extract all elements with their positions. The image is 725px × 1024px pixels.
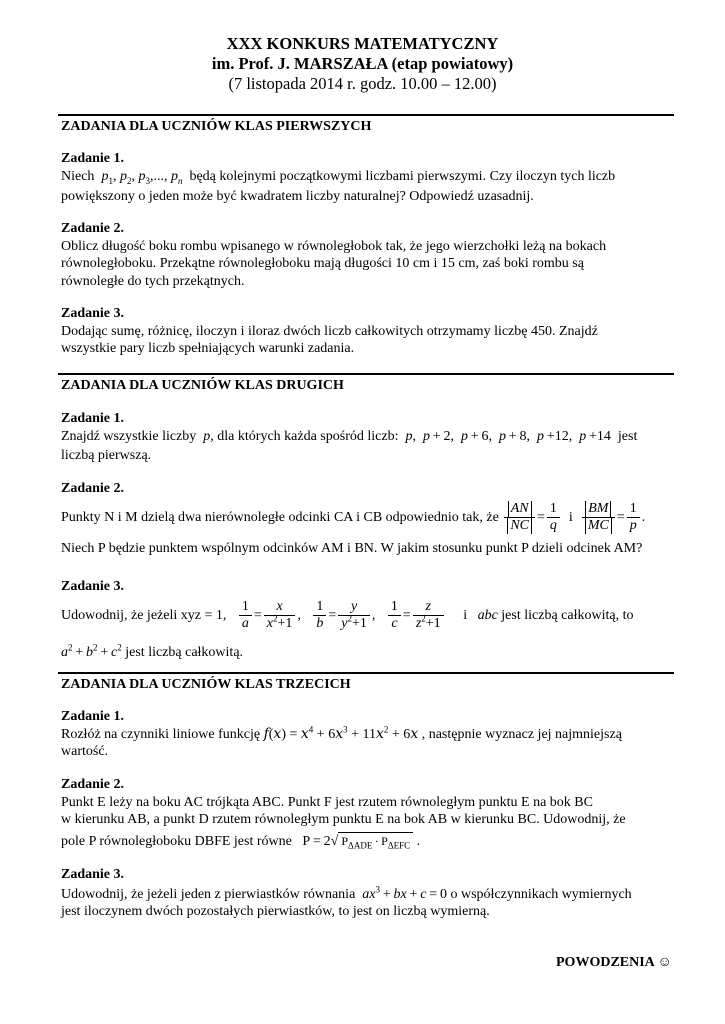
task-1-2 [61,220,673,290]
task-label: Zadanie 2. [61,221,125,236]
task-text: Dodając sumę, różnicę, iloczyn i iloraz dwóch liczb całkowitych otrzymamy liczbę 450. Znajdź [61,323,598,339]
task-text: Oblicz długość boku rombu wpisanego w równoległobok tak, że jego wierzchołki leżą na bokach [61,238,607,254]
task-text: powiększony o jeden może być kwadratem liczby naturalnej? Odpowiedź uzasadnij. [61,189,534,204]
task-label: Zadanie 3. [61,579,125,594]
header [0,34,725,94]
task-text: pole P równoległoboku DBFE jest równe P = 2√ $P_{\Delta ADE} \cdot P_{\Delta EFC}$ . [61,833,421,850]
ratio-an-nc: $\frac{AN}{NC}$ [504,501,535,534]
task-text: Punkty N i M dzielą dwa nierównoległe odcinki CA i CB odpowiednio tak, że $\frac{AN}{NC}$ = $\frac{1}{q}$ i $\frac{BM}{MC}$ = $\frac{1}{p}$ . [61,500,646,533]
section-divider [58,672,674,674]
section-title-second: ZADANIA DLA UCZNIÓW KLAS DRUGICH [61,378,344,393]
task-2-3 [61,578,673,661]
header-date: (7 listopada 2014 r. godz. 10.00 – 12.00) [228,74,497,93]
task-3-3 [61,866,673,921]
task-text: Punkt E leży na boku AC trójkąta ABC. Punkt F jest rzutem równoległym punktu E na bok BC [61,794,593,810]
task-text: wszystkie pary liczb spełniających warunki zadania. [61,341,355,356]
task-label: Zadanie 3. [61,867,125,882]
task-text: równoległe do tych przekątnych. [61,273,245,289]
section-title-first: ZADANIA DLA UCZNIÓW KLAS PIERWSZYCH [61,119,372,134]
task-text: Znajdź wszystkie liczby p, dla których każda spośród liczb: p, p + 2, p + 6, p + 8, p +12, p +14 jest [61,428,638,444]
header-title: XXX KONKURS MATEMATYCZNY [226,34,499,53]
task-label: Zadanie 1. [61,709,125,724]
header-subtitle: im. Prof. J. MARSZAŁA (etap powiatowy) [211,54,514,73]
task-text: liczbą pierwszą. [61,448,152,463]
task-1-1 [61,150,673,206]
task-3-1 [61,708,673,761]
task-text: Udowodnij, że jeżeli jeden z pierwiastków równania $ax^3$ + bx + c = 0 o współczynnikach wymiernych [61,883,632,902]
task-text: Rozłóż na czynniki liniowe funkcję $f(x) = x^4 + 6x^3 + 11x^2 + 6x$ , następnie wyznacz jej najmniejszą [61,723,622,742]
task-2-2 [61,480,673,557]
section-title-third: ZADANIA DLA UCZNIÓW KLAS TRZECICH [61,677,351,692]
task-text: równoległoboku. Przekątne równoległoboku mają długości 10 cm i 15 cm, zaś boki rombu są [61,256,584,271]
task-label: Zadanie 1. [61,411,125,426]
task-2-1 [61,410,673,465]
task-text: Udowodnij, że jeżeli xyz = 1, $\frac{1}{a}$ = $\frac{x}{x^2+1}$ , $\frac{1}{b}$ = $\frac{y}{y^2+1}$ , $\frac{1}{c}$ = $\frac{z}{z^2+1}$ i abc jest liczbą całkowitą, to [61,598,634,631]
task-text: $a^2 + b^2 + c^2$ jest liczbą całkowitą. [61,641,244,660]
task-3-2 [61,776,673,850]
task-label: Zadanie 3. [61,306,125,321]
ratio-bm-mc: $\frac{BM}{MC}$ [582,501,615,534]
task-1-3 [61,305,673,358]
task-label: Zadanie 1. [61,151,125,166]
section-divider [58,114,674,116]
task-label: Zadanie 2. [61,481,125,496]
task-text: Niech $p_1$, $p_2$, $p_3$,..., $p_n$ będą kolejnymi początkowymi liczbami pierwszymi. Czy iloczyn tych liczb [61,168,616,186]
task-text: wartość. [61,744,109,759]
task-text: Niech P będzie punktem wspólnym odcinków AM i BN. W jakim stosunku punkt P dzieli odcinek AM? [61,540,643,556]
footer-good-luck: POWODZENIA ☺ [556,955,672,970]
task-text: jest iloczynem dwóch pozostałych pierwiastków, to jest on liczbą wymierną. [61,904,490,919]
section-divider [58,373,674,375]
task-label: Zadanie 2. [61,777,125,792]
task-text: w kierunku AB, a punkt D rzutem równoległym punktu E na bok AB w kierunku BC. Udowodnij, że [61,812,626,827]
